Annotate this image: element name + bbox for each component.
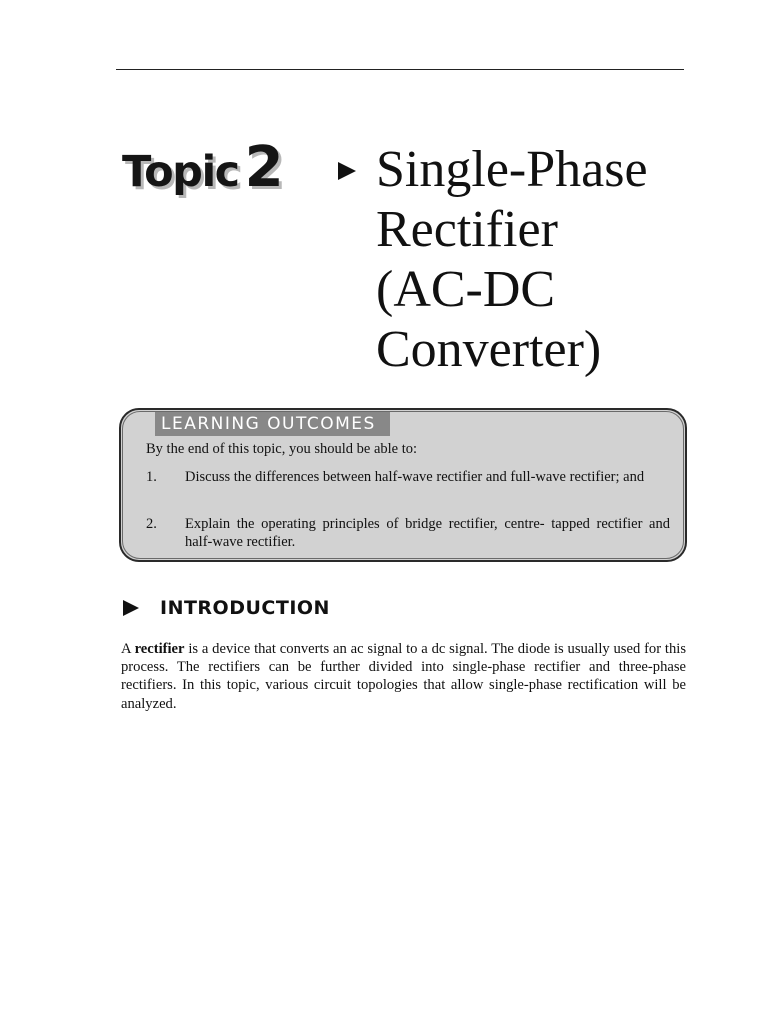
item-text: Explain the operating principles of bridge rectifier, centre- tapped rectifier and half-wave rectifier. (185, 516, 670, 550)
introduction-arrow-icon (122, 599, 140, 617)
learning-outcome-item (146, 515, 670, 551)
title-line-1: Single-Phase (376, 141, 648, 198)
item-text: Discuss the differences between half-wave rectifier and full-wave rectifier; and (185, 469, 645, 485)
title-arrow-icon (336, 160, 358, 182)
item-number: 1. (146, 469, 157, 485)
learning-outcomes-intro: By the end of this topic, you should be able to: (146, 441, 418, 457)
topic-word: Topic (122, 147, 239, 197)
topic-number: 2 (244, 135, 283, 200)
paragraph-body: is a device that converts an ac signal to a dc signal. The diode is usually used for this process. The rectifiers can be further divided into single-phase rectifier and three-phase rectifiers. In this topic, various circuit topologies that allow single-phase rectification will be analyzed. (121, 641, 686, 712)
learning-outcome-item (146, 468, 670, 486)
paragraph-prefix: A (121, 641, 135, 657)
learning-outcomes-heading: LEARNING OUTCOMES (155, 412, 390, 436)
introduction-heading: INTRODUCTION (160, 597, 330, 619)
topic-badge (122, 135, 283, 200)
title-line-2: Rectifier (376, 201, 558, 258)
item-number: 2. (146, 516, 157, 532)
key-term: rectifier (134, 641, 185, 657)
title-line-3: (AC-DC (376, 261, 556, 318)
introduction-paragraph (121, 640, 686, 713)
title-line-4: Converter) (376, 321, 602, 378)
page-title (376, 140, 696, 380)
header-rule (116, 69, 684, 70)
